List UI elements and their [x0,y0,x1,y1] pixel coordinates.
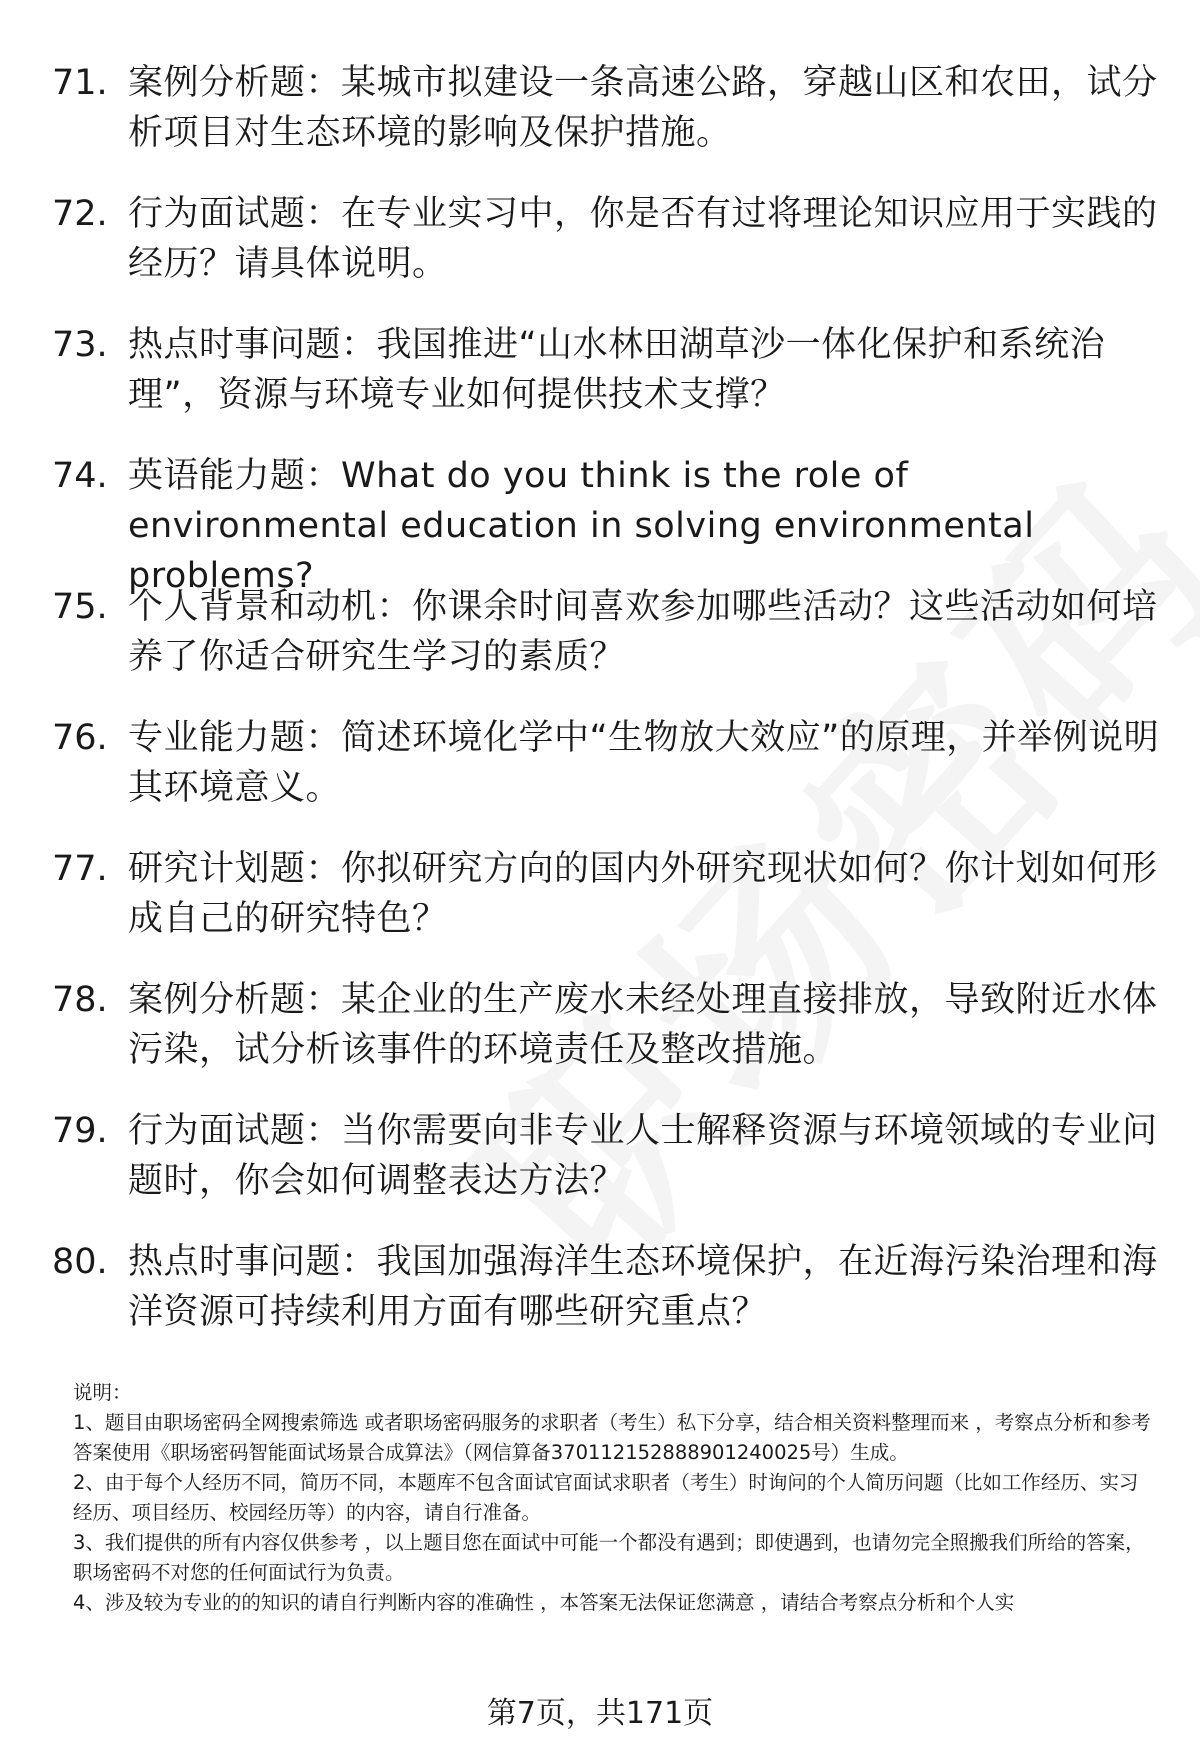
question-number: 71. [52,63,108,103]
question-number: 75. [52,587,108,627]
question-text: 热点时事问题：我国推进“山水林田湖草沙一体化保护和系统治理”，资源与环境专业如何提供技术支撑？ [128,325,1106,415]
question-item [52,58,1162,189]
question-item [52,582,1162,713]
question-item [52,1237,1162,1368]
note-item: 2、由于每个人经历不同，简历不同，本题库不包含面试官面试求职者（考生）时询问的个人简历问题（比如工作经历、实习经历、项目经历、校园经历等）的内容，请自行准备。 [73,1471,1139,1524]
question-number: 79. [52,1111,108,1151]
question-text: 个人背景和动机：你课余时间喜欢参加哪些活动？这些活动如何培养了你适合研究生学习的素质？ [128,587,1158,677]
question-item [52,975,1162,1106]
question-text: 行为面试题：在专业实习中，你是否有过将理论知识应用于实践的经历？请具体说明。 [128,194,1158,284]
question-number: 74. [52,456,108,496]
question-text: 案例分析题：某企业的生产废水未经处理直接排放，导致附近水体污染，试分析该事件的环境责任及整改措施。 [128,980,1158,1070]
page-number-footer: 第7页，共171页 [486,1696,714,1731]
question-number: 72. [52,194,108,234]
question-item [52,320,1162,451]
question-text: 研究计划题：你拟研究方向的国内外研究现状如何？你计划如何形成自己的研究特色？ [128,849,1158,939]
notes-section [73,1378,1153,1618]
note-item: 1、题目由职场密码全网搜索筛选 或者职场密码服务的求职者（考生）私下分享，结合相关资料整理而来 ，考察点分析和参考答案使用《职场密码智能面试场景合成算法》（网信算备370112152888901240025号）生成。 [73,1411,1151,1464]
note-item: 3、我们提供的所有内容仅供参考 ，以上题目您在面试中可能一个都没有遇到；即使遇到，也请勿完全照搬我们所给的答案，职场密码不对您的任何面试行为负责。 [73,1531,1145,1584]
question-number: 73. [52,325,108,365]
question-item [52,1106,1162,1237]
question-text: 热点时事问题：我国加强海洋生态环境保护，在近海污染治理和海洋资源可持续利用方面有哪些研究重点？ [128,1242,1158,1332]
question-text: 英语能力题：What do you think is the role of environmental education in solving environmental problems? [128,456,1035,596]
question-item [52,713,1162,844]
question-number: 80. [52,1242,108,1282]
question-text: 行为面试题：当你需要向非专业人士解释资源与环境领域的专业问题时，你会如何调整表达方法？ [128,1111,1158,1201]
question-number: 76. [52,718,108,758]
question-number: 77. [52,849,108,889]
question-item [52,189,1162,320]
question-text: 案例分析题：某城市拟建设一条高速公路，穿越山区和农田，试分析项目对生态环境的影响及保护措施。 [128,63,1158,153]
question-number: 78. [52,980,108,1020]
question-list [52,58,1162,1368]
question-item [52,451,1162,596]
question-item [52,844,1162,975]
notes-heading: 说明： [73,1381,132,1404]
note-item: 4、涉及较为专业的的知识的请自行判断内容的准确性 ，本答案无法保证您满意 ，请结合考察点分析和个人实 [73,1591,1015,1614]
question-text: 专业能力题：简述环境化学中“生物放大效应”的原理，并举例说明其环境意义。 [128,718,1160,808]
